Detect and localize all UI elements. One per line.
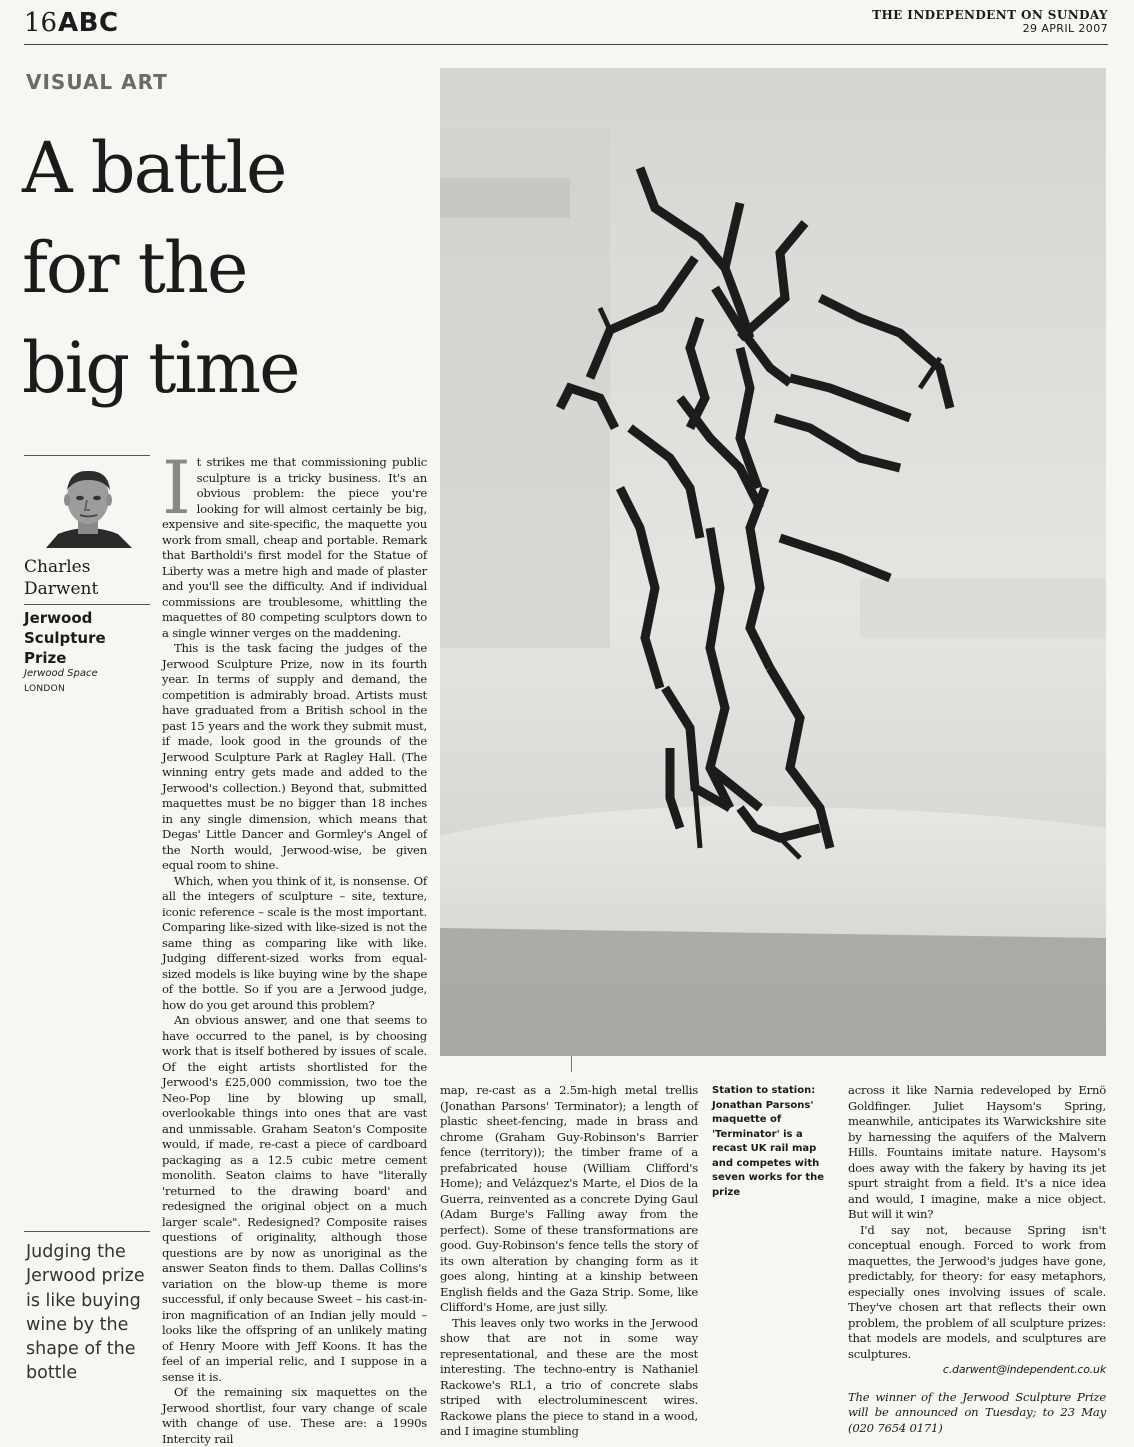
masthead-rule xyxy=(24,44,1108,45)
article-paragraph: This is the task facing the judges of the Jerwood Sculpture Prize, now in its fourth year. In terms of supply and demand, the competition is admirably broad. Artists must have graduated from a British school in the past 15 years and the work they submit must, if made, look good in the grounds of the Jerwood Sculpture Park at Ragley Hall. (The winning entry gets made and added to the Jerwood's collection.) Beyond that, submitted maquettes must be no bigger than 18 inches in any single dimension, which means that Degas' Little Dancer and Gormley's Angel of the North would, Jerwood-wise, be given equal room to shine. xyxy=(162,641,427,872)
exhibition-city: LONDON xyxy=(24,684,66,694)
headline-line: A battle xyxy=(22,127,286,209)
author-portrait xyxy=(40,460,136,548)
article-column-1 xyxy=(162,446,427,1447)
article-paragraph: Which, when you think of it, is nonsense. Of all the integers of sculpture – site, texture, iconic reference – scale is the most important. Comparing like-sized with like-sized is not the same thing as comparing like with like. Judging different-sized works from equal-sized models is like buying wine by the shape of the bottle. So if you are a Jerwood judge, how do you get around this problem? xyxy=(162,873,427,1012)
headline-line: for the xyxy=(22,227,247,309)
exhibition-name-line: Jerwood xyxy=(24,609,93,627)
article-paragraph: across it like Narnia redeveloped by Ernö Goldfinger. Juliet Haysom's Spring, meanwhile, anticipates its Warwickshire site by harnessing the aquifers of the Malvern Hills. Fountains imitate nature. Haysom's does away with the fakery by having its jet spurt straight from a field. It's a nice idea and would, I imagine, make a nice object. But will it win? xyxy=(848,1083,1106,1221)
section-name: ABC xyxy=(58,8,119,38)
article-paragraph xyxy=(162,446,427,641)
drop-cap: I xyxy=(162,446,191,531)
sculpture-photo xyxy=(440,68,1106,1056)
pull-quote: Judging the Jerwood prize is like buying wine by the shape of the bottle xyxy=(26,1242,145,1384)
author-name xyxy=(24,556,154,600)
headline xyxy=(22,118,422,418)
exhibition-venue: Jerwood Space xyxy=(24,668,98,679)
article-column-3 xyxy=(848,1083,1106,1436)
issue-date: 29 APRIL 2007 xyxy=(1022,22,1108,35)
exhibition-name-line: Prize xyxy=(24,649,67,667)
section-kicker: VISUAL ART xyxy=(26,70,168,94)
exhibition-name xyxy=(24,608,154,668)
page-number: 16 xyxy=(24,8,58,38)
article-paragraph: Of the remaining six maquettes on the Jerwood shortlist, four vary change of scale with change of use. These are: a 1990s Intercity rail xyxy=(162,1385,427,1446)
author-email[interactable]: c.darwent@independent.co.uk xyxy=(942,1363,1106,1376)
article-column-2 xyxy=(440,1083,698,1440)
byline-rule xyxy=(24,455,150,456)
article-paragraph: I'd say not, because Spring isn't conceptual enough. Forced to work from maquettes, the Jerwood's judges have gone, predictably, for theory: for easy metaphors, especially ones involving issues of scale. They've chosen art that reflects their own problem, the problem of all sculpture prizes: that models are models, and sculptures are sculptures. xyxy=(848,1222,1106,1361)
article-paragraph: An obvious answer, and one that seems to have occurred to the panel, is by choosing work that is itself bothered by issues of scale. Of the eight artists shortlisted for the Jerwood's £25,000 commission, two toe the Neo-Pop line by blowing up small, overlookable things into ones that are vast and unmissable. Graham Seaton's Composite would, if made, re-cast a piece of cardboard packaging as a 12.5 cubic metre cement monolith. Seaton claims to have "literally 'returned to the drawing board' and redesigned the original object on a much larger scale". Redesigned? Composite raises questions of originality, although those questions are by now as unoriginal as the answer Seaton finds to them. Dallas Collins's variation on the blow-up theme is more successful, if only because Sweet – his cast-in-iron magnification of an Indian jelly mould – looks like the offspring of an unlikely mating of Henry Moore with Jeff Koons. It has the feel of an imperial relic, and I suppose in a sense it is. xyxy=(162,1013,427,1384)
newspaper-name: THE INDEPENDENT ON SUNDAY xyxy=(872,8,1108,22)
exhibition-name-line: Sculpture xyxy=(24,629,106,647)
paragraph-text: t strikes me that commissioning public sculpture is a tricky business. It's an obvious problem: the piece you're looking for will almost certainly be big, expensive and site-specific, the maquette you work from small, cheap and portable. Remark that Bartholdi's first model for the Statue of Liberty was a metre high and made of plaster and you'll see the difficulty. And if individual commissions are troublesome, whittling the maquettes of 80 competing sculptors down to a single winner verges on the maddening. xyxy=(162,455,427,640)
article-paragraph: map, re-cast as a 2.5m-high metal trellis (Jonathan Parsons' Terminator); a length of plastic sheet-fencing, made in brass and chrome (Graham Guy-Robinson's Barrier fence (territory)); the timber frame of a prefabricated house (William Clifford's Home); and Velázquez's Marte, el Dios de la Guerra, reinvented as a concrete Dying Gaul (Adam Burge's Falling away from the perfect). Some of these transformations are good. Guy-Robinson's fence tells the story of its own alteration by changing form as it goes along, hinting at a kinship between English fields and the Gaza Strip. Some, like Clifford's Home, are just silly. xyxy=(440,1083,698,1314)
photo-caption: Station to station: Jonathan Parsons' maquette of 'Terminator' is a recast UK rail map and competes with seven works for the prize xyxy=(712,1085,825,1198)
author-last-name: Darwent xyxy=(24,579,99,599)
pull-quote-rule xyxy=(24,1231,150,1232)
exhibition-footnote: The winner of the Jerwood Sculpture Prize will be announced on Tuesday; to 23 May (020 7654 0171) xyxy=(848,1389,1106,1435)
caption-tick xyxy=(571,1056,572,1072)
article-paragraph: This leaves only two works in the Jerwood show that are not in some way representational, and these are the most interesting. The techno-entry is Nathaniel Rackowe's RL1, a trio of concrete slabs striped with electroluminescent wires. Rackowe plans the piece to stand in a wood, and I imagine stumbling xyxy=(440,1315,698,1438)
headline-line: big time xyxy=(22,327,299,409)
byline-rule xyxy=(24,604,150,605)
author-first-name: Charles xyxy=(24,557,91,577)
